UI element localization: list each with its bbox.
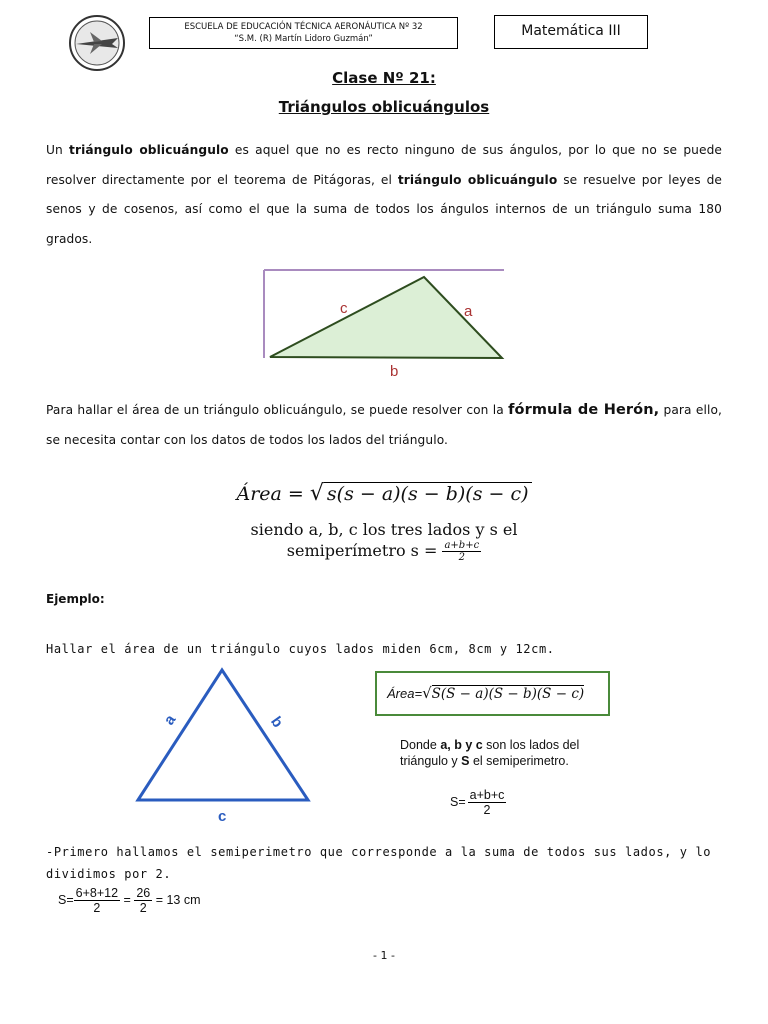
example-triangle-figure	[130, 664, 320, 826]
boxed-radicand: S(S − a)(S − b)(S − c)	[431, 686, 585, 702]
frac-den: 2	[458, 552, 466, 563]
formula-definition-line: siendo a, b, c los tres lados y s el	[250, 520, 518, 539]
school-name-box	[149, 17, 458, 49]
s-formula	[450, 788, 506, 817]
calc-equals: =	[120, 892, 135, 907]
intro-text-3: se resuelve por leyes de senos y de cosenos, así como el que la suma de todos los ángulos internos de un triángulo suma 180 grados.	[46, 172, 723, 246]
calc-den2: 2	[139, 901, 147, 915]
formula-equals: =	[281, 483, 310, 505]
formula-radicand: s(s − a)(s − b)(s − c)	[324, 482, 532, 505]
fig2-label-b: b	[267, 713, 287, 731]
note-bold-2: S	[461, 754, 470, 768]
s-num: a+b+c	[469, 788, 505, 802]
topic-title: Triángulos oblicuángulos	[278, 98, 490, 116]
heron-term: fórmula de Herón,	[508, 402, 660, 418]
sides-note	[400, 737, 600, 769]
intro-paragraph	[46, 136, 722, 254]
boxed-lhs: Área=	[387, 686, 423, 701]
frac-num: a+b+c	[444, 540, 480, 551]
fig2-label-a: a	[160, 711, 180, 729]
page-number: - 1 -	[373, 949, 395, 962]
s-lhs: S=	[450, 794, 466, 809]
example-heading: Ejemplo:	[46, 592, 105, 606]
heron-text-1: Para hallar el área de un triángulo oblicuángulo, se puede resolver con la	[46, 403, 509, 417]
example-statement: Hallar el área de un triángulo cuyos lados miden 6cm, 8cm y 12cm.	[46, 642, 555, 656]
semiperimeter-fraction	[442, 540, 481, 563]
note-text-1: Donde	[400, 738, 441, 752]
note-text-2: son los lados del triángulo y	[400, 738, 580, 768]
school-name-line1: ESCUELA DE EDUCACIÓN TÉCNICA AERONÁUTICA Nº 32	[184, 22, 423, 32]
formula-lhs: Área	[236, 483, 282, 505]
fig1-label-a: a	[464, 303, 473, 320]
note-bold-1: a, b y c	[440, 738, 483, 752]
oblique-triangle-figure	[262, 268, 507, 380]
sqrt-icon: √	[422, 684, 432, 702]
s-den: 2	[483, 803, 491, 817]
note-text-3: el semiperimetro.	[469, 754, 569, 768]
intro-term-1: triángulo oblicuángulo	[69, 143, 229, 157]
school-logo	[68, 14, 126, 72]
sqrt-icon: √	[309, 481, 324, 506]
intro-text-2: es aquel que no es recto ninguno de sus ángulos, por lo que no se puede resolver directamente por el teorema de Pitágoras, el	[46, 143, 723, 187]
calc-lhs: S=	[58, 892, 74, 907]
calc-fraction-1	[74, 886, 120, 915]
semiperimeter-text: semiperímetro s =	[286, 541, 443, 560]
formula-semiperimeter-line	[0, 540, 768, 563]
calc-result: = 13 cm	[152, 892, 201, 907]
school-name-line2: “S.M. (R) Martín Lidoro Guzmán”	[234, 34, 373, 44]
s-fraction	[468, 788, 507, 817]
fig1-label-c: c	[340, 300, 348, 317]
semiperimeter-calc	[58, 886, 201, 915]
fig1-label-b: b	[390, 363, 399, 380]
calc-den1: 2	[93, 901, 101, 915]
subject-box: Matemática III	[494, 15, 648, 49]
heron-text-2: para ello, se necesita contar con los datos de todos los lados del triángulo.	[46, 403, 722, 447]
intro-text-1: Un	[46, 143, 70, 157]
class-title: Clase Nº 21:	[332, 69, 436, 87]
step1-text: -Primero hallamos el semiperimetro que corresponde a la suma de todos sus lados, y lo dividimos por 2.	[46, 845, 712, 881]
fig2-label-c: c	[218, 808, 227, 825]
calc-fraction-2	[134, 886, 152, 915]
intro-term-2: triángulo oblicuángulo	[397, 172, 558, 187]
calc-num2: 26	[136, 886, 151, 900]
heron-formula	[0, 481, 768, 506]
heron-paragraph	[46, 396, 722, 455]
boxed-heron-formula	[375, 671, 610, 716]
calc-num1: 6+8+12	[75, 886, 119, 900]
